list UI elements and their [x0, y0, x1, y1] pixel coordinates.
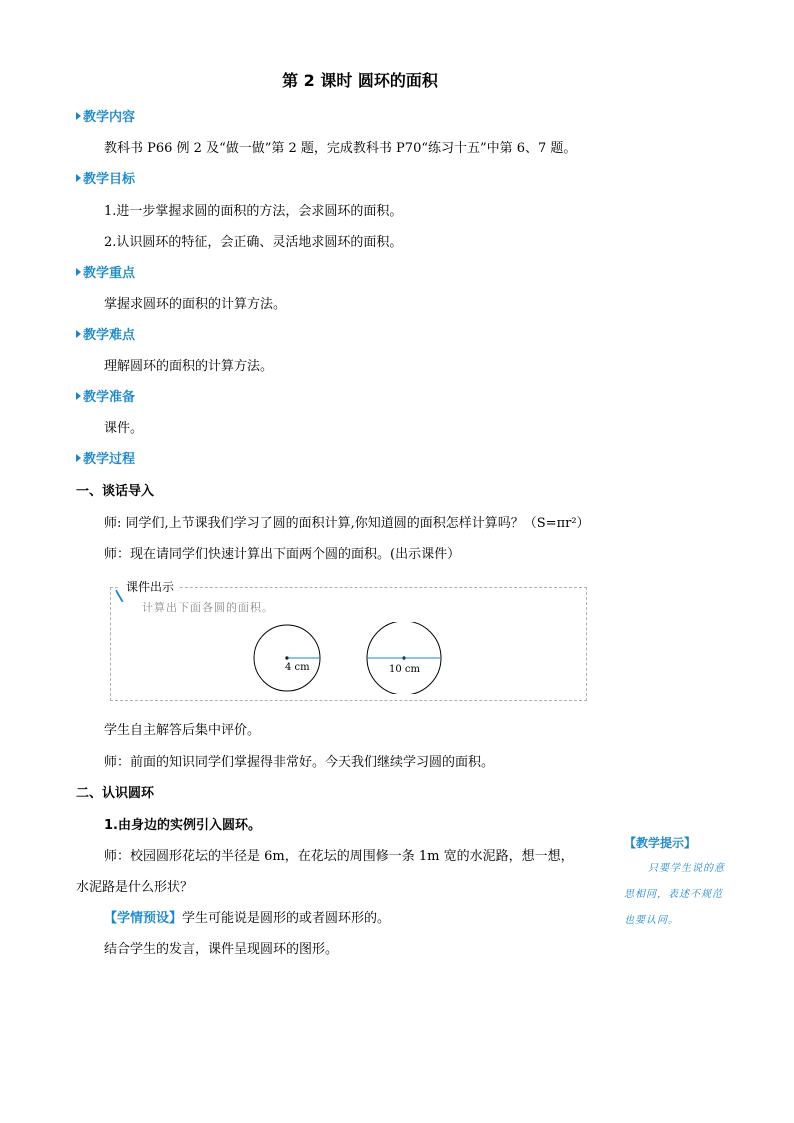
circle-small: [254, 625, 320, 691]
triangle-bullet-icon: [76, 392, 81, 400]
part1-paragraph: 学生自主解答后集中评价。: [104, 723, 261, 738]
preparation-text: 课件。: [104, 421, 144, 436]
section-process: 教学过程: [76, 448, 135, 467]
page-title: 第 2 课时 圆环的面积: [282, 71, 438, 90]
part2-paragraph: 师：校园圆形花坛的半径是 6m，在花坛的周围修一条 1m 宽的水泥路，想一想，: [104, 849, 574, 864]
section-teaching-goals: 教学目标: [76, 168, 135, 187]
part1-heading: 一、谈话导入: [76, 484, 155, 499]
triangle-bullet-icon: [76, 268, 81, 276]
triangle-bullet-icon: [76, 174, 81, 182]
sidenote-line: 也要认同。: [624, 915, 679, 926]
circle-large: [367, 622, 441, 694]
part2-heading: 二、认识圆环: [76, 786, 155, 801]
triangle-bullet-icon: [76, 454, 81, 462]
part1-paragraph: 师: 同学们,上节课我们学习了圆的面积计算,你知道圆的面积怎样计算吗？（S=πr²）: [104, 516, 590, 531]
preset-text: 学生可能说是圆形的或者圆环形的。: [182, 911, 391, 926]
courseware-label: 课件出示: [118, 578, 178, 595]
part2-paragraph: 结合学生的发言，课件呈现圆环的图形。: [104, 942, 339, 957]
courseware-instruction: 计算出下面各圆的面积。: [142, 601, 274, 614]
part2-subheading: 1.由身边的实例引入圆环。: [104, 818, 261, 833]
goal-item: 1.进一步掌握求圆的面积的方法，会求圆环的面积。: [104, 204, 403, 219]
difficulty-text: 理解圆环的面积的计算方法。: [104, 359, 274, 374]
preset-label: 【学情预设】: [104, 911, 183, 926]
section-preparation: 教学准备: [76, 386, 135, 405]
section-difficulty: 教学难点: [76, 324, 135, 343]
keypoints-text: 掌握求圆环的面积的计算方法。: [104, 297, 287, 312]
part2-paragraph-cont: 水泥路是什么形状？: [76, 880, 194, 895]
part1-paragraph: 师：现在请同学们快速计算出下面两个圆的面积。(出示课件）: [104, 547, 461, 562]
part1-paragraph: 师：前面的知识同学们掌握得非常好。今天我们继续学习圆的面积。: [104, 755, 495, 770]
sidenote-line: 思相同，表述不规范: [624, 889, 723, 900]
section-keypoints: 教学重点: [76, 262, 135, 281]
circle-small-radius-label: 4 cm: [285, 662, 310, 673]
triangle-bullet-icon: [76, 330, 81, 338]
sidenote-line: 只要学生说的意: [648, 863, 725, 874]
circles-figure: [250, 622, 450, 694]
part2-preset: [104, 907, 390, 926]
sidenote-title: 【教学提示】: [624, 836, 697, 850]
goal-item: 2.认识圆环的特征，会正确、灵活地求圆环的面积。: [104, 235, 403, 250]
section-teaching-content: 教学内容: [76, 106, 135, 125]
content-text: 教科书 P66 例 2 及“做一做”第 2 题，完成教科书 P70“练习十五”中第 6、7 题。: [104, 141, 577, 156]
circle-large-diameter-label: 10 cm: [389, 664, 420, 675]
triangle-bullet-icon: [76, 112, 81, 120]
